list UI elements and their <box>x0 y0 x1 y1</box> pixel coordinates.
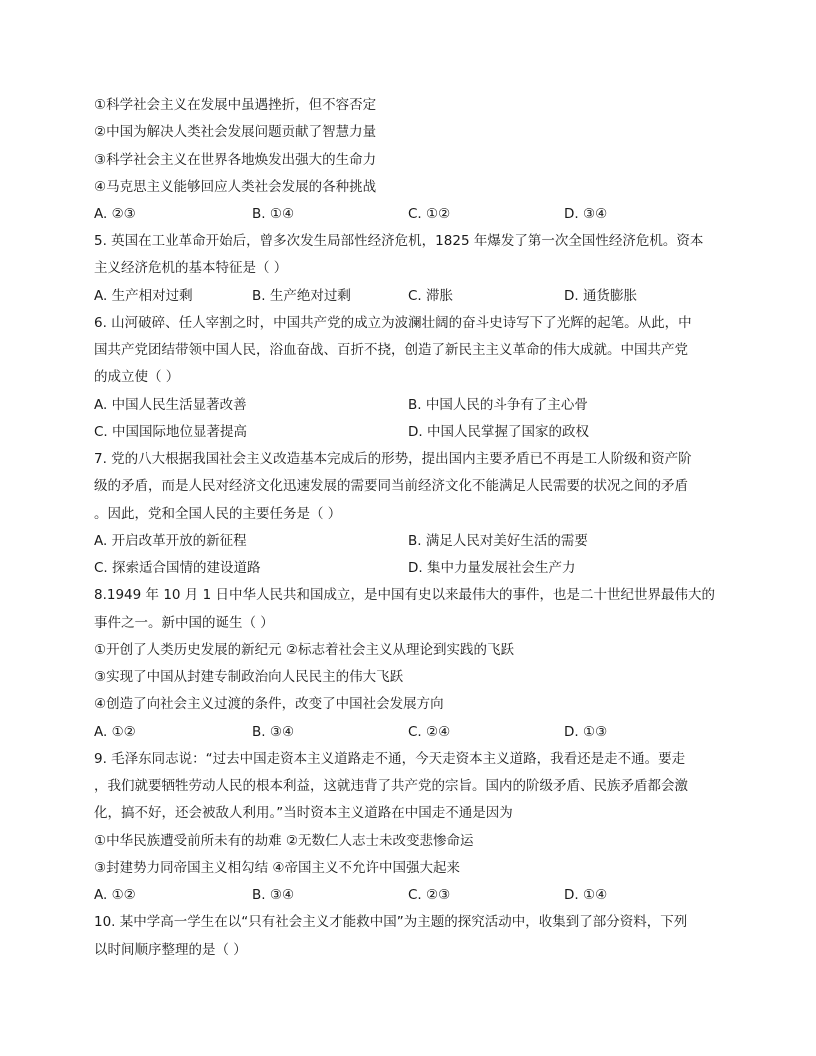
q7-options-row-1 <box>94 531 724 551</box>
q9-option-c[interactable]: C. ②③ <box>408 887 451 903</box>
q7-option-b[interactable]: B. 满足人民对美好生活的需要 <box>408 533 588 549</box>
q4-option-d[interactable]: D. ③④ <box>564 206 608 222</box>
q5-option-a[interactable]: A. 生产相对过剩 <box>94 288 193 304</box>
q8-options <box>94 722 724 742</box>
q7-stem-line-2: 级的矛盾，而是人民对经济文化迅速发展的需要同当前经济文化不能满足人民需要的状况之间的矛盾 <box>94 478 688 494</box>
q6-options-row-2 <box>94 422 724 442</box>
q7-option-d[interactable]: D. 集中力量发展社会生产力 <box>408 560 576 576</box>
q9-stem-line-1: 9. 毛泽东同志说：“过去中国走资本主义道路走不通，今天走资本主义道路，我看还是走不通。要走 <box>94 751 686 767</box>
q7-option-c[interactable]: C. 探索适合国情的建设道路 <box>94 560 261 576</box>
q7-options-row-2 <box>94 558 724 578</box>
q6-stem-line-3: 的成立使（ ） <box>94 369 180 385</box>
q4-options <box>94 204 724 224</box>
q5-stem-line-1: 5. 英国在工业革命开始后，曾多次发生局部性经济危机，1825 年爆发了第一次全国性经济危机。资本 <box>94 233 704 249</box>
q5-stem-line-2: 主义经济危机的基本特征是（ ） <box>94 260 288 276</box>
q10-stem-line-1: 10. 某中学高一学生在以“只有社会主义才能救中国”为主题的探究活动中，收集到了部分资料，下列 <box>94 914 688 930</box>
q5-option-b[interactable]: B. 生产绝对过剩 <box>252 288 351 304</box>
q9-stem-line-3: 化，搞不好，还会被敌人利用。”当时资本主义道路在中国走不通是因为 <box>94 805 513 821</box>
q4-option-b[interactable]: B. ①④ <box>252 206 295 222</box>
q9-stem-line-2: ，我们就要牺牲劳动人民的根本利益，这就违背了共产党的宗旨。国内的阶级矛盾、民族矛盾都会激 <box>94 778 688 794</box>
q8-option-c[interactable]: C. ②④ <box>408 724 451 740</box>
q8-item-3: ④创造了向社会主义过渡的条件，改变了中国社会发展方向 <box>94 696 444 712</box>
q8-option-d[interactable]: D. ①③ <box>564 724 608 740</box>
q6-option-d[interactable]: D. 中国人民掌握了国家的政权 <box>408 424 589 440</box>
q6-stem-line-2: 国共产党团结带领中国人民，浴血奋战、百折不挠，创造了新民主主义革命的伟大成就。中国共产党 <box>94 342 688 358</box>
q7-stem-line-3: 。因此，党和全国人民的主要任务是（ ） <box>94 506 342 522</box>
q8-item-2: ③实现了中国从封建专制政治向人民民主的伟大飞跃 <box>94 669 404 685</box>
q4-option-c[interactable]: C. ①② <box>408 206 451 222</box>
q5-options <box>94 286 724 306</box>
q8-stem-line-1: 8.1949 年 10 月 1 日中华人民共和国成立，是中国有史以来最伟大的事件，也是二十世纪世界最伟大的 <box>94 587 715 603</box>
q4-item-3: ③科学社会主义在世界各地焕发出强大的生命力 <box>94 152 377 168</box>
q7-stem-line-1: 7. 党的八大根据我国社会主义改造基本完成后的形势，提出国内主要矛盾已不再是工人阶级和资产阶 <box>94 451 692 467</box>
q9-option-a[interactable]: A. ①② <box>94 887 136 903</box>
q6-option-c[interactable]: C. 中国国际地位显著提高 <box>94 424 248 440</box>
q5-option-d[interactable]: D. 通货膨胀 <box>564 288 637 304</box>
q4-item-1: ①科学社会主义在发展中虽遇挫折，但不容否定 <box>94 97 377 113</box>
q9-option-b[interactable]: B. ③④ <box>252 887 295 903</box>
q9-options <box>94 885 724 905</box>
q6-option-b[interactable]: B. 中国人民的斗争有了主心骨 <box>408 397 588 413</box>
q4-item-4: ④马克思主义能够回应人类社会发展的各种挑战 <box>94 179 377 195</box>
q5-option-c[interactable]: C. 滞胀 <box>408 288 454 304</box>
q9-option-d[interactable]: D. ①④ <box>564 887 608 903</box>
q8-item-1: ①开创了人类历史发展的新纪元 ②标志着社会主义从理论到实践的飞跃 <box>94 642 514 658</box>
q4-item-2: ②中国为解决人类社会发展问题贡献了智慧力量 <box>94 124 377 140</box>
q9-item-1: ①中华民族遭受前所未有的劫难 ②无数仁人志士未改变悲惨命运 <box>94 833 474 849</box>
q7-option-a[interactable]: A. 开启改革开放的新征程 <box>94 533 247 549</box>
q6-options-row-1 <box>94 395 724 415</box>
q6-option-a[interactable]: A. 中国人民生活显著改善 <box>94 397 247 413</box>
q8-option-b[interactable]: B. ③④ <box>252 724 295 740</box>
q4-option-a[interactable]: A. ②③ <box>94 206 136 222</box>
q9-item-2: ③封建势力同帝国主义相勾结 ④帝国主义不允许中国强大起来 <box>94 860 460 876</box>
q8-stem-line-2: 事件之一。新中国的诞生（ ） <box>94 615 274 631</box>
q6-stem-line-1: 6. 山河破碎、任人宰割之时，中国共产党的成立为波澜壮阔的奋斗史诗写下了光辉的起笔。从此，中 <box>94 315 692 331</box>
q10-stem-line-2: 以时间顺序整理的是（ ） <box>94 942 247 958</box>
q8-option-a[interactable]: A. ①② <box>94 724 136 740</box>
